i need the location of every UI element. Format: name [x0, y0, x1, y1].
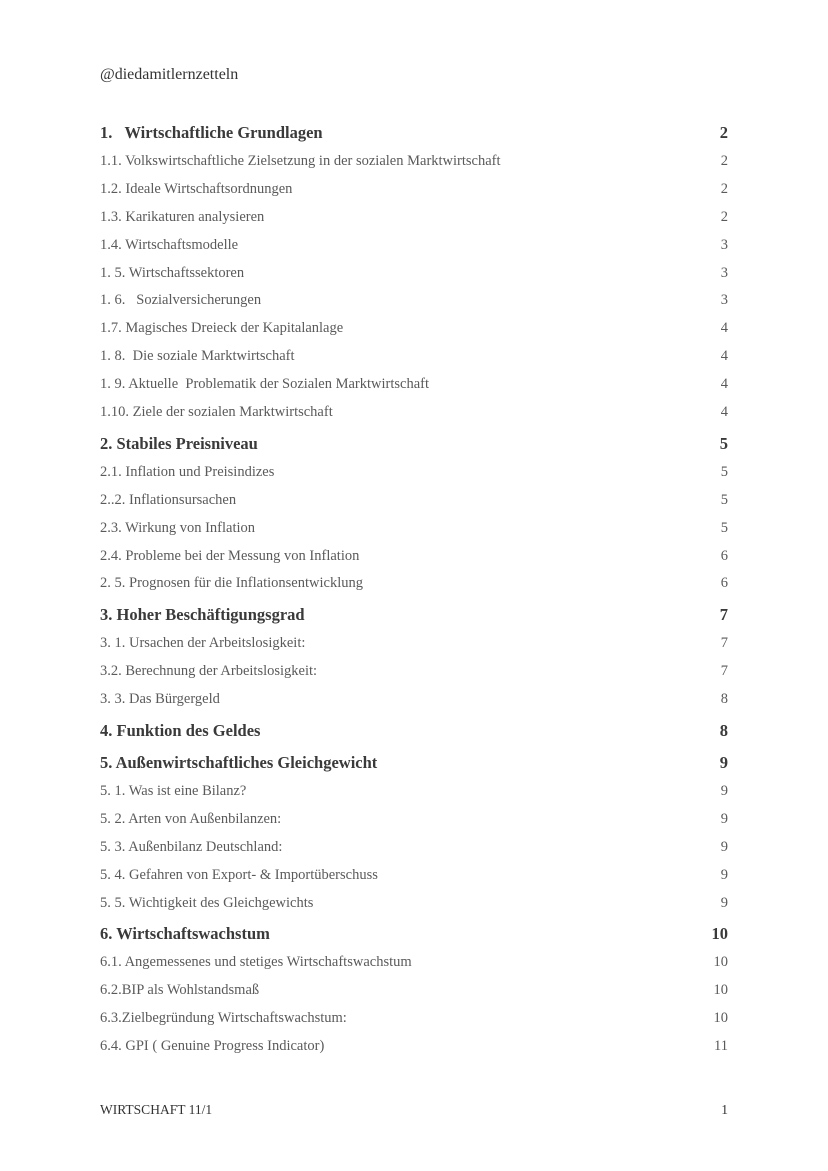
- toc-entry-page: 9: [720, 810, 728, 827]
- table-of-contents: [100, 118, 728, 1061]
- toc-section-heading: [100, 600, 728, 630]
- toc-entry-page: 2: [720, 180, 728, 197]
- toc-entry: [100, 1033, 728, 1061]
- toc-entry-page: 7: [719, 605, 728, 625]
- toc-entry-page: 8: [719, 721, 728, 741]
- toc-entry-page: 3: [720, 264, 728, 281]
- toc-entry-title: 6.3.Zielbegründung Wirtschaftswachstum:: [100, 1010, 347, 1027]
- toc-entry-title: 2..2. Inflationsursachen: [100, 491, 237, 508]
- toc-entry: [100, 862, 728, 890]
- toc-entry-title: 3. 1. Ursachen der Arbeitslosigkeit:: [100, 635, 306, 652]
- toc-entry-title: 1.4. Wirtschaftsmodelle: [100, 236, 239, 253]
- toc-entry: [100, 287, 728, 315]
- toc-section-heading: [100, 716, 728, 746]
- toc-entry-page: 2: [720, 208, 728, 225]
- toc-entry: [100, 204, 728, 232]
- toc-entry-title: 2. Stabiles Preisniveau: [100, 433, 258, 453]
- toc-entry-title: 1. 5. Wirtschaftssektoren: [100, 264, 245, 281]
- toc-entry-title: 2.4. Probleme bei der Messung von Inflation: [100, 547, 360, 564]
- toc-entry-title: 3. 3. Das Bürgergeld: [100, 691, 220, 708]
- toc-entry-page: 7: [720, 635, 728, 652]
- toc-entry-page: 9: [720, 783, 728, 800]
- toc-entry: [100, 260, 728, 288]
- toc-entry-title: 5. 5. Wichtigkeit des Gleichgewichts: [100, 894, 314, 911]
- toc-entry-page: 10: [713, 982, 728, 999]
- toc-entry-title: 1. 6. Sozialversicherungen: [100, 292, 262, 309]
- toc-entry-page: 7: [720, 663, 728, 680]
- toc-entry-title: 1.7. Magisches Dreieck der Kapitalanlage: [100, 320, 344, 337]
- toc-entry-title: 1.10. Ziele der sozialen Marktwirtschaft: [100, 404, 333, 421]
- toc-entry-page: 2: [719, 123, 728, 142]
- toc-entry-page: 5: [720, 519, 728, 536]
- toc-entry-title: 5. 3. Außenbilanz Deutschland:: [100, 838, 283, 855]
- toc-entry: [100, 543, 728, 571]
- toc-entry-page: 9: [720, 838, 728, 855]
- toc-entry: [100, 315, 728, 343]
- toc-entry-page: 11: [714, 1038, 728, 1055]
- toc-entry-page: 9: [720, 866, 728, 883]
- toc-entry-title: 1.2. Ideale Wirtschaftsordnungen: [100, 180, 293, 197]
- page-footer: [100, 1102, 728, 1118]
- toc-entry-page: 3: [720, 236, 728, 253]
- toc-entry-page: 10: [713, 954, 728, 971]
- toc-entry: [100, 459, 728, 487]
- toc-entry-title: 6.4. GPI ( Genuine Progress Indicator): [100, 1038, 325, 1055]
- toc-entry: [100, 371, 728, 399]
- toc-entry: [100, 487, 728, 515]
- toc-entry-page: 5: [720, 463, 728, 480]
- toc-entry-page: 6: [720, 575, 728, 592]
- toc-entry: [100, 232, 728, 260]
- toc-entry-title: 5. Außenwirtschaftliches Gleichgewicht: [100, 753, 378, 773]
- toc-entry-title: 6. Wirtschaftswachstum: [100, 924, 270, 944]
- toc-entry: [100, 977, 728, 1005]
- toc-section-heading: [100, 429, 728, 459]
- toc-section-heading: [100, 118, 728, 148]
- toc-entry-title: 1. Wirtschaftliche Grundlagen: [100, 123, 323, 142]
- toc-entry-title: 5. 2. Arten von Außenbilanzen:: [100, 810, 282, 827]
- toc-entry: [100, 1005, 728, 1033]
- toc-entry-title: 3. Hoher Beschäftigungsgrad: [100, 605, 305, 625]
- toc-entry-title: 5. 1. Was ist eine Bilanz?: [100, 783, 247, 800]
- toc-entry: [100, 949, 728, 977]
- toc-entry-title: 1.3. Karikaturen analysieren: [100, 208, 265, 225]
- toc-entry-title: 2.3. Wirkung von Inflation: [100, 519, 256, 536]
- toc-entry: [100, 570, 728, 598]
- toc-entry-title: 1.1. Volkswirtschaftliche Zielsetzung in der sozialen Marktwirtschaft: [100, 153, 501, 169]
- toc-entry-title: 4. Funktion des Geldes: [100, 721, 261, 741]
- toc-entry: [100, 630, 728, 658]
- toc-entry-page: 8: [720, 691, 728, 708]
- toc-entry-title: 1. 8. Die soziale Marktwirtschaft: [100, 348, 295, 365]
- toc-entry: [100, 834, 728, 862]
- author-handle: @diedamitlernzetteln: [100, 66, 239, 83]
- toc-entry: [100, 148, 728, 176]
- toc-section-heading: [100, 748, 728, 778]
- toc-entry-page: 9: [720, 894, 728, 911]
- toc-entry-page: 2: [720, 153, 728, 169]
- toc-entry-page: 6: [720, 547, 728, 564]
- toc-entry: [100, 176, 728, 204]
- toc-entry: [100, 343, 728, 371]
- toc-entry: [100, 399, 728, 427]
- toc-entry-page: 3: [720, 292, 728, 309]
- toc-entry-page: 9: [719, 753, 728, 773]
- toc-entry: [100, 778, 728, 806]
- toc-entry-page: 10: [711, 924, 728, 944]
- toc-entry-title: 6.2.BIP als Wohlstandsmaß: [100, 982, 260, 999]
- toc-entry: [100, 515, 728, 543]
- toc-entry-title: 5. 4. Gefahren von Export- & Importüberschuss: [100, 866, 378, 883]
- footer-page-number: 1: [721, 1102, 728, 1117]
- toc-entry: [100, 890, 728, 918]
- footer-label: WIRTSCHAFT 11/1: [100, 1102, 213, 1117]
- toc-entry-page: 4: [720, 404, 728, 421]
- toc-entry: [100, 686, 728, 714]
- toc-entry-page: 4: [720, 348, 728, 365]
- toc-entry-title: 2. 5. Prognosen für die Inflationsentwicklung: [100, 575, 363, 592]
- toc-entry-title: 3.2. Berechnung der Arbeitslosigkeit:: [100, 663, 318, 680]
- toc-entry-title: 2.1. Inflation und Preisindizes: [100, 463, 275, 480]
- toc-entry-page: 5: [719, 433, 728, 453]
- toc-entry-page: 4: [720, 376, 728, 393]
- toc-entry-page: 10: [713, 1010, 728, 1027]
- toc-entry: [100, 806, 728, 834]
- toc-entry-title: 1. 9. Aktuelle Problematik der Sozialen Marktwirtschaft: [100, 376, 429, 393]
- toc-entry-page: 5: [720, 491, 728, 508]
- toc-entry-page: 4: [720, 320, 728, 337]
- toc-entry: [100, 658, 728, 686]
- toc-entry-title: 6.1. Angemessenes und stetiges Wirtschaftswachstum: [100, 954, 412, 971]
- toc-section-heading: [100, 919, 728, 949]
